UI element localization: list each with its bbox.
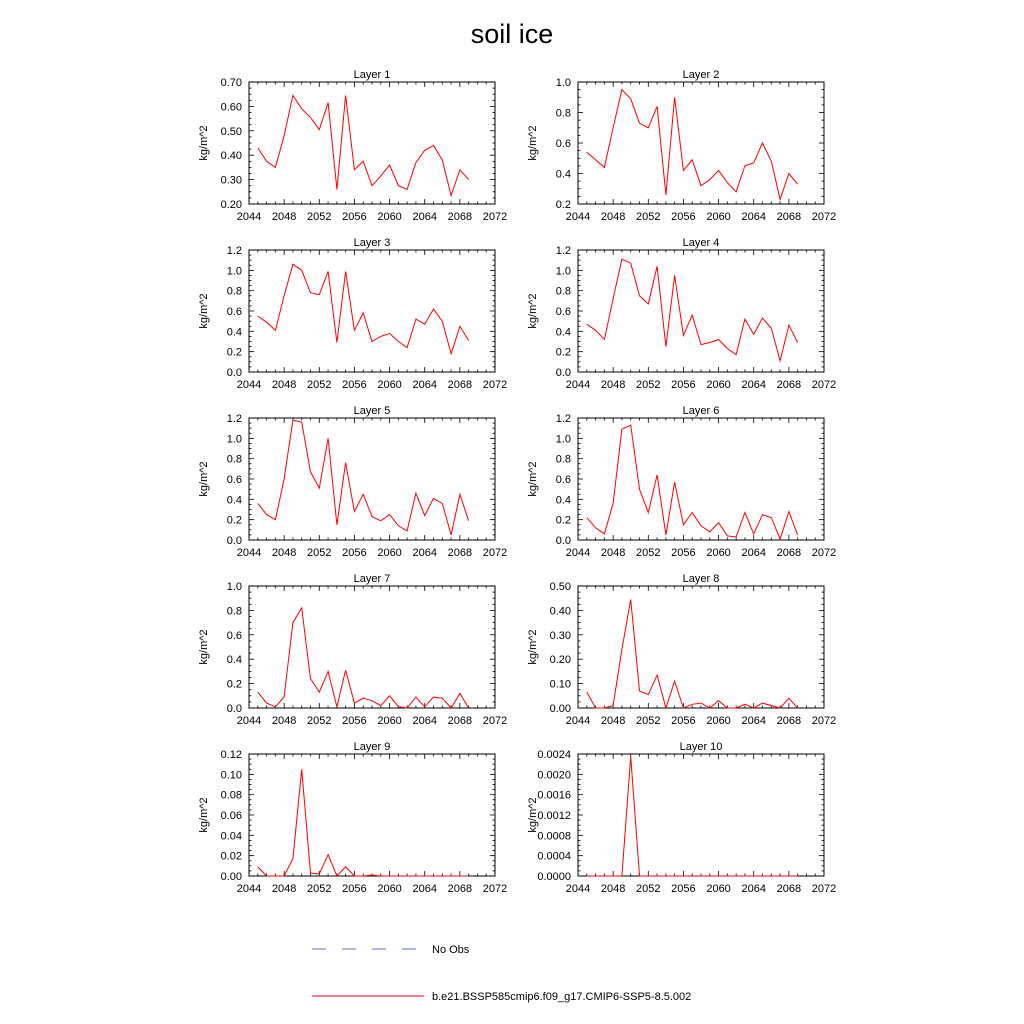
- y-tick-label: 0.06: [220, 810, 242, 822]
- plot-frame: [249, 418, 495, 540]
- x-tick-label: 2060: [706, 211, 731, 223]
- x-tick-label: 2060: [377, 211, 402, 223]
- x-tick-label: 2064: [412, 547, 437, 559]
- series-line-1: [587, 599, 798, 708]
- x-tick-label: 2060: [706, 379, 731, 391]
- y-tick-label: 0.2: [555, 199, 571, 211]
- x-tick-label: 2060: [377, 715, 402, 727]
- x-tick-label: 2060: [706, 883, 731, 895]
- y-tick-label: 0.00: [220, 871, 242, 883]
- x-tick-label: 2064: [412, 211, 437, 223]
- x-tick-label: 2056: [342, 379, 367, 391]
- x-tick-label: 2048: [271, 883, 297, 895]
- x-tick-label: 2056: [671, 211, 696, 223]
- x-tick-label: 2056: [342, 547, 367, 559]
- x-tick-label: 2056: [671, 547, 696, 559]
- x-tick-label: 2048: [271, 547, 297, 559]
- y-tick-label: 0.0000: [537, 871, 571, 883]
- y-tick-label: 0.2: [226, 678, 242, 691]
- y-axis-label: kg/m^2: [527, 125, 539, 161]
- y-tick-label: 0.6: [555, 138, 571, 150]
- series-line-1: [258, 769, 469, 876]
- series-line-1: [587, 425, 798, 539]
- y-axis-label: kg/m^2: [198, 797, 210, 833]
- legend-model-label: b.e21.BSSP585cmip6.f09_g17.CMIP6-SSP5-8.5.002: [432, 991, 692, 1003]
- y-tick-label: 0.20: [549, 654, 571, 667]
- x-tick-label: 2064: [412, 715, 437, 727]
- x-tick-label: 2060: [377, 883, 402, 895]
- x-tick-label: 2072: [482, 379, 508, 391]
- y-tick-label: 0.0: [555, 535, 571, 547]
- x-tick-label: 2048: [600, 715, 626, 727]
- y-tick-label: 0.4: [555, 494, 571, 507]
- y-tick-label: 0.0004: [537, 850, 571, 863]
- y-tick-label: 1.0: [555, 433, 571, 446]
- x-tick-label: 2056: [671, 379, 696, 391]
- chart-panel-9: [198, 741, 507, 895]
- y-tick-label: 1.2: [555, 245, 571, 257]
- x-tick-label: 2068: [447, 883, 473, 895]
- plot-frame: [578, 250, 824, 372]
- y-tick-label: 0.4: [226, 326, 242, 339]
- x-tick-label: 2056: [342, 883, 367, 895]
- x-tick-label: 2072: [811, 379, 837, 391]
- x-tick-label: 2072: [482, 211, 508, 223]
- panel-title: Layer 10: [679, 741, 723, 753]
- y-axis-label: kg/m^2: [527, 629, 539, 665]
- x-tick-label: 2060: [706, 547, 731, 559]
- panel-title: Layer 7: [353, 573, 391, 585]
- y-tick-label: 0.6: [226, 629, 242, 642]
- x-tick-label: 2052: [307, 211, 332, 223]
- y-tick-label: 0.8: [555, 107, 571, 120]
- y-tick-label: 0.8: [555, 453, 571, 466]
- y-tick-label: 1.0: [226, 581, 242, 593]
- y-tick-label: 1.2: [555, 413, 571, 425]
- x-tick-label: 2072: [811, 211, 837, 223]
- x-tick-label: 2052: [636, 547, 661, 559]
- chart-panel-5: [198, 405, 507, 559]
- y-axis-label: kg/m^2: [527, 461, 539, 497]
- panel-title: Layer 1: [353, 69, 391, 81]
- panel-title: Layer 4: [682, 237, 720, 249]
- series-line-1: [587, 757, 798, 877]
- x-tick-label: 2064: [741, 883, 766, 895]
- x-tick-label: 2068: [447, 211, 473, 223]
- series-line-1: [587, 90, 798, 200]
- x-tick-label: 2044: [565, 211, 591, 223]
- panels-group: [198, 69, 836, 895]
- x-tick-label: 2060: [377, 547, 402, 559]
- panel-title: Layer 3: [353, 237, 391, 249]
- y-tick-label: 0.50: [220, 125, 242, 138]
- x-tick-label: 2048: [271, 379, 297, 391]
- x-tick-label: 2072: [811, 547, 837, 559]
- y-tick-label: 0.50: [549, 581, 571, 593]
- x-tick-label: 2052: [636, 715, 661, 727]
- y-tick-label: 1.2: [226, 245, 242, 257]
- y-tick-label: 0.30: [220, 174, 242, 187]
- y-tick-label: 0.0008: [537, 830, 571, 843]
- y-tick-label: 0.6: [555, 474, 571, 486]
- x-tick-label: 2048: [271, 211, 297, 223]
- y-tick-label: 0.6: [226, 474, 242, 486]
- x-tick-label: 2064: [741, 547, 766, 559]
- panel-title: Layer 6: [682, 405, 720, 417]
- x-tick-label: 2044: [236, 211, 262, 223]
- x-tick-label: 2044: [565, 883, 591, 895]
- x-tick-label: 2056: [342, 715, 367, 727]
- chart-panel-8: [527, 573, 836, 727]
- y-tick-label: 0.6: [555, 306, 571, 318]
- y-tick-label: 0.0: [226, 535, 242, 547]
- y-tick-label: 0.4: [226, 494, 242, 507]
- plot-frame: [249, 586, 495, 708]
- x-tick-label: 2052: [636, 211, 661, 223]
- y-tick-label: 0.2: [555, 346, 571, 359]
- x-tick-label: 2072: [482, 715, 508, 727]
- y-axis-label: kg/m^2: [198, 125, 210, 161]
- chart-panel-10: [527, 741, 836, 895]
- panel-title: Layer 9: [353, 741, 391, 753]
- series-line-1: [258, 608, 469, 708]
- chart-panel-1: [198, 69, 507, 223]
- panel-title: Layer 5: [353, 405, 391, 417]
- x-tick-label: 2048: [600, 211, 626, 223]
- x-tick-label: 2052: [636, 379, 661, 391]
- x-tick-label: 2052: [307, 715, 332, 727]
- x-tick-label: 2052: [636, 883, 661, 895]
- x-tick-label: 2048: [271, 715, 297, 727]
- x-tick-label: 2072: [811, 715, 837, 727]
- y-tick-label: 0.20: [220, 199, 242, 211]
- y-tick-label: 1.0: [555, 77, 571, 89]
- y-tick-label: 0.8: [226, 285, 242, 298]
- panel-title: Layer 8: [682, 573, 720, 585]
- x-tick-label: 2064: [741, 211, 766, 223]
- chart-panel-4: [527, 237, 836, 391]
- x-tick-label: 2044: [236, 547, 262, 559]
- x-tick-label: 2068: [776, 379, 802, 391]
- x-tick-label: 2068: [776, 715, 802, 727]
- y-axis-label: kg/m^2: [198, 629, 210, 665]
- x-tick-label: 2064: [741, 715, 766, 727]
- y-tick-label: 0.10: [549, 678, 571, 691]
- x-tick-label: 2072: [482, 883, 508, 895]
- y-tick-label: 0.0: [555, 367, 571, 379]
- series-line-1: [258, 95, 469, 195]
- x-tick-label: 2044: [565, 547, 591, 559]
- plot-frame: [249, 754, 495, 876]
- x-tick-label: 2064: [741, 379, 766, 391]
- y-tick-label: 0.08: [220, 789, 242, 802]
- plot-frame: [249, 250, 495, 372]
- y-tick-label: 0.0016: [537, 789, 571, 802]
- y-tick-label: 1.2: [226, 413, 242, 425]
- x-tick-label: 2056: [671, 715, 696, 727]
- y-tick-label: 0.10: [220, 769, 242, 782]
- y-tick-label: 0.4: [555, 168, 571, 181]
- y-tick-label: 0.60: [220, 101, 242, 114]
- figure-title: soil ice: [470, 19, 554, 49]
- x-tick-label: 2072: [482, 547, 508, 559]
- y-axis-label: kg/m^2: [198, 293, 210, 329]
- x-tick-label: 2056: [342, 211, 367, 223]
- y-tick-label: 0.0: [226, 367, 242, 379]
- legend: [312, 944, 691, 1003]
- x-tick-label: 2068: [447, 547, 473, 559]
- x-tick-label: 2052: [307, 547, 332, 559]
- x-tick-label: 2068: [776, 547, 802, 559]
- y-tick-label: 1.0: [226, 433, 242, 446]
- y-tick-label: 0.70: [220, 77, 242, 89]
- x-tick-label: 2064: [412, 883, 437, 895]
- y-tick-label: 0.2: [226, 346, 242, 359]
- y-tick-label: 0.30: [549, 629, 571, 642]
- y-tick-label: 0.00: [549, 703, 571, 715]
- x-tick-label: 2048: [600, 547, 626, 559]
- x-tick-label: 2044: [565, 379, 591, 391]
- y-tick-label: 1.0: [555, 265, 571, 278]
- series-line-1: [258, 420, 469, 535]
- y-axis-label: kg/m^2: [198, 461, 210, 497]
- x-tick-label: 2064: [412, 379, 437, 391]
- plot-frame: [578, 418, 824, 540]
- legend-no-obs-label: No Obs: [432, 944, 470, 956]
- x-tick-label: 2048: [600, 379, 626, 391]
- x-tick-label: 2068: [447, 715, 473, 727]
- y-tick-label: 0.40: [220, 150, 242, 163]
- x-tick-label: 2044: [565, 715, 591, 727]
- x-tick-label: 2056: [671, 883, 696, 895]
- x-tick-label: 2052: [307, 379, 332, 391]
- y-tick-label: 0.0024: [537, 749, 571, 761]
- y-tick-label: 0.2: [226, 514, 242, 527]
- x-tick-label: 2068: [776, 211, 802, 223]
- x-tick-label: 2068: [776, 883, 802, 895]
- x-tick-label: 2068: [447, 379, 473, 391]
- y-tick-label: 0.8: [555, 285, 571, 298]
- y-tick-label: 0.6: [226, 306, 242, 318]
- y-tick-label: 0.2: [555, 514, 571, 527]
- x-tick-label: 2052: [307, 883, 332, 895]
- plot-frame: [578, 586, 824, 708]
- series-line-1: [587, 259, 798, 361]
- y-tick-label: 0.0012: [537, 810, 571, 822]
- x-tick-label: 2044: [236, 883, 262, 895]
- chart-panel-3: [198, 237, 507, 391]
- y-axis-label: kg/m^2: [527, 797, 539, 833]
- series-line-1: [258, 264, 469, 354]
- x-tick-label: 2044: [236, 379, 262, 391]
- y-tick-label: 0.4: [555, 326, 571, 339]
- y-tick-label: 0.8: [226, 605, 242, 618]
- x-tick-label: 2048: [600, 883, 626, 895]
- chart-panel-2: [527, 69, 836, 223]
- x-tick-label: 2060: [706, 715, 731, 727]
- plot-frame: [578, 754, 824, 876]
- y-axis-label: kg/m^2: [527, 293, 539, 329]
- chart-panel-6: [527, 405, 836, 559]
- x-tick-label: 2060: [377, 379, 402, 391]
- x-tick-label: 2072: [811, 883, 837, 895]
- y-tick-label: 0.40: [549, 605, 571, 618]
- y-tick-label: 0.4: [226, 654, 242, 667]
- y-tick-label: 0.0020: [537, 769, 571, 782]
- y-tick-label: 0.02: [220, 850, 242, 863]
- y-tick-label: 0.8: [226, 453, 242, 466]
- chart-panel-7: [198, 573, 507, 727]
- panel-title: Layer 2: [682, 69, 720, 81]
- x-tick-label: 2044: [236, 715, 262, 727]
- y-tick-label: 0.12: [220, 749, 242, 761]
- y-tick-label: 0.0: [226, 703, 242, 715]
- y-tick-label: 0.04: [220, 830, 242, 843]
- y-tick-label: 1.0: [226, 265, 242, 278]
